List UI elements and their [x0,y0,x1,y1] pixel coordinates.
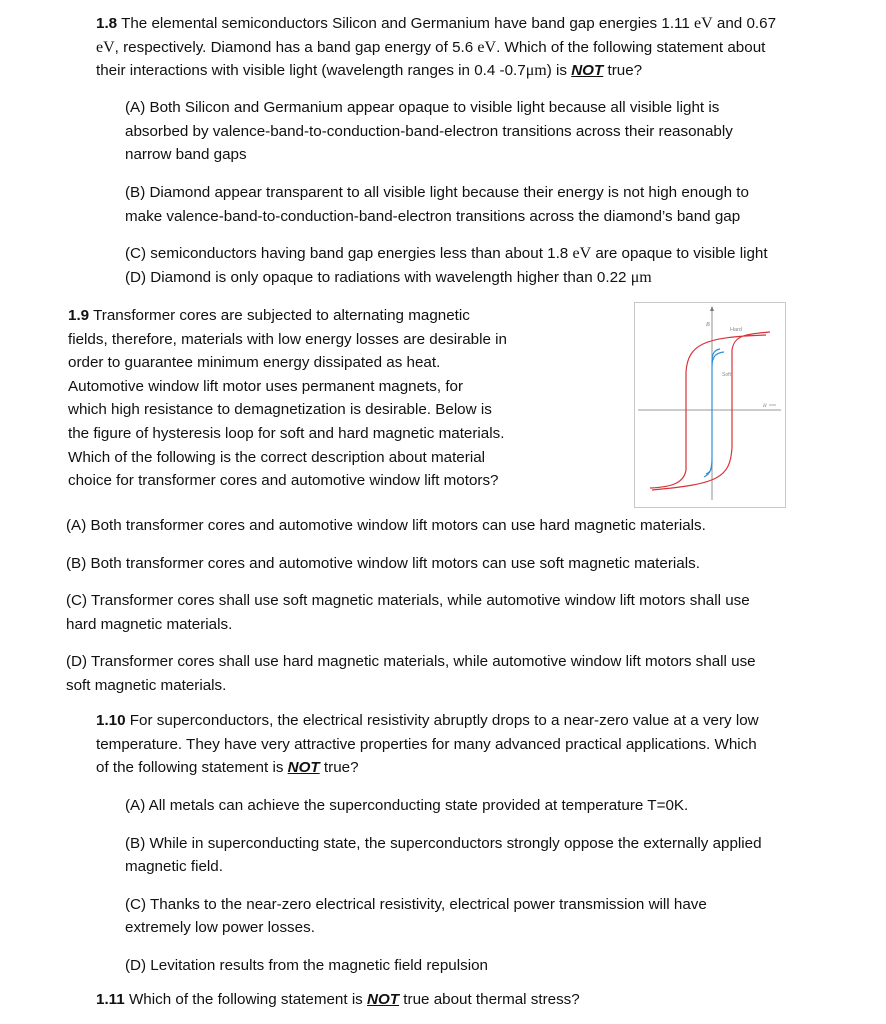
option-c-line: (C) Transformer cores shall use soft magnetic materials, while automotive window lift motors shall use [66,592,750,610]
question-number: 1.9 [68,307,90,324]
stem-text: true? [319,759,359,777]
option-c-line: (C) Thanks to the near-zero electrical resistivity, electrical power transmission will have [125,895,707,913]
hysteresis-loop-svg [634,302,786,508]
stem-line: which high resistance to demagnetization is desirable. Below is [68,401,492,419]
option-d: (D) Levitation results from the magnetic field repulsion [125,956,488,974]
stem-line: fields, therefore, materials with low energy losses are desirable in [68,330,507,348]
option-c [125,242,855,266]
option-c-line: hard magnetic materials. [66,615,233,633]
question-1-8-option-c-d [125,242,855,289]
question-1-8-line-2 [96,36,856,60]
hysteresis-loop-figure [634,302,786,508]
option-line: (B) Diamond appear transparent to all visible light because their energy is not high enough to [125,184,749,201]
stem-text: and 0.67 [712,15,777,32]
stem-line: choice for transformer cores and automotive window lift motors? [68,472,499,490]
question-number: 1.10 [96,712,126,729]
stem-text: , respectively. Diamond has a band gap energy of 5.6 [114,38,478,56]
stem-line: order to guarantee minimum energy dissipated as heat. [68,354,441,372]
question-1-8-option-b [125,181,855,228]
question-1-8-line-1 [96,12,856,36]
option-line: make valence-band-to-conduction-band-electron transitions across the diamond’s band gap [125,207,741,225]
option-d [125,266,855,290]
option-a: (A) All metals can achieve the superconducting state provided at temperature T=0K. [125,797,689,814]
option-text: (C) semiconductors having band gap energies less than about 1.8 [125,245,573,262]
stem-text: Which of the following statement is [124,991,368,1008]
option-b: (B) Both transformer cores and automotive window lift motors can use soft magnetic materials. [66,554,700,572]
question-1-10-stem [96,709,856,780]
unit-ev: eV [694,15,713,32]
stem-line: temperature. They have very attractive properties for many advanced practical applications. Which [96,735,757,753]
unit-micrometer: μm [630,268,652,286]
question-1-9-options [66,514,856,698]
stem-text: . Which of the following statement about [496,38,766,56]
option-a: (A) Both transformer cores and automotive window lift motors can use hard magnetic materials. [66,517,706,534]
stem-text: For superconductors, the electrical resistivity abruptly drops to a near-zero value at a very low [125,712,759,729]
stem-line: Automotive window lift motor uses permanent magnets, for [68,377,464,395]
option-text: (D) Diamond is only opaque to radiations with wavelength higher than 0.22 [125,268,631,286]
question-1-9-line-1 [68,304,628,328]
question-number: 1.11 [96,991,125,1008]
b-axis-label: B [706,322,710,328]
unit-ev: eV [96,38,115,56]
option-line: (A) Both Silicon and Germanium appear opaque to visible light because all visible light is [125,99,720,116]
question-1-8-stem [96,12,856,83]
question-number: 1.8 [96,15,118,32]
option-line: narrow band gaps [125,146,247,164]
unit-ev: eV [477,38,497,56]
option-d-line: (D) Transformer cores shall use hard magnetic materials, while automotive window lift motors shall use [66,653,756,671]
option-d-line: soft magnetic materials. [66,676,227,694]
not-emphasis: NOT [287,759,320,777]
unit-micrometer: μm [525,62,547,80]
question-1-8-option-a [125,96,855,167]
option-c-line: extremely low power losses. [125,919,315,937]
question-1-11-stem [96,988,856,1012]
question-1-9-stem [68,304,628,493]
stem-text: true about thermal stress? [399,991,580,1008]
option-text: are opaque to visible light [591,245,768,262]
stem-text: ) is [546,62,572,80]
stem-text: The elemental semiconductors Silicon and Germanium have band gap energies 1.11 [117,15,695,32]
question-1-10-options [125,794,855,978]
question-1-8-line-3 [96,59,856,83]
question-1-10-line-3 [96,756,856,780]
hard-label: Hard [730,327,742,333]
unit-ev: eV [572,245,592,262]
option-line: absorbed by valence-band-to-conduction-band-electron transitions across their reasonably [125,122,733,140]
question-1-11-line-1 [96,988,856,1012]
not-emphasis: NOT [367,991,400,1008]
stem-line: the figure of hysteresis loop for soft and hard magnetic materials. [68,424,505,442]
not-emphasis: NOT [571,62,604,80]
question-1-10-line-1 [96,709,856,733]
soft-label: Soft [722,372,731,378]
stem-text: their interactions with visible light (wavelength ranges in 0.4 -0.7 [96,62,526,80]
option-b-line: (B) While in superconducting state, the superconductors strongly oppose the externally applied [125,834,762,852]
stem-line: Which of the following is the correct description about material [68,448,486,466]
h-axis-label: H [763,404,767,409]
option-b-line: magnetic field. [125,858,223,876]
stem-text: true? [603,62,643,80]
stem-text: of the following statement is [96,759,288,777]
stem-text: Transformer cores are subjected to alternating magnetic [89,307,470,324]
